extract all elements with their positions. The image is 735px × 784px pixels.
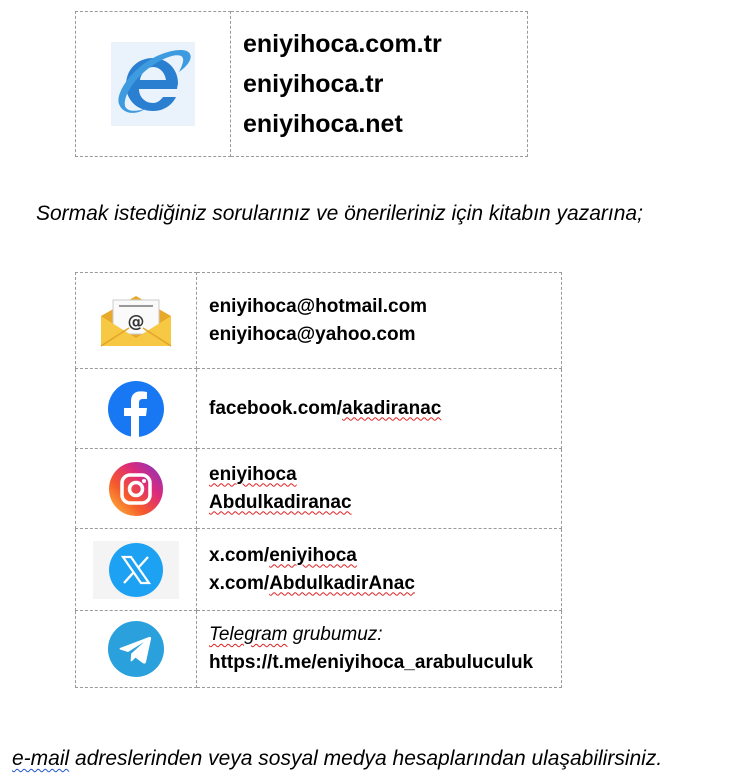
facebook-icon-cell (76, 369, 197, 449)
email-row (76, 273, 562, 369)
instagram-icon-cell (76, 449, 197, 529)
telegram-label (209, 621, 561, 649)
facebook-prefix: facebook.com/ (209, 397, 343, 419)
telegram-cell (197, 611, 562, 688)
website-list (231, 12, 528, 157)
x-prefix: x.com/ (209, 544, 270, 566)
telegram-icon (107, 640, 165, 657)
email-address[interactable]: eniyihoca@hotmail.com (209, 295, 428, 317)
website-link[interactable]: eniyihoca.net (243, 110, 403, 138)
x-accounts (197, 529, 562, 611)
facebook-cell (197, 369, 562, 449)
contacts-table (75, 272, 562, 688)
email-list (197, 273, 562, 369)
x-handle: AbdulkadirAnac (269, 572, 415, 594)
email-icon-cell (76, 273, 197, 369)
closing-rest: adreslerinden veya sosyal medya hesaplarından ulaşabilirsiniz. (69, 747, 663, 770)
facebook-handle: akadiranac (342, 397, 442, 419)
telegram-link[interactable]: https://t.me/eniyihoca_arabuluculuk (209, 652, 534, 673)
website-link[interactable]: eniyihoca.com.tr (243, 30, 442, 58)
x-twitter-icon (93, 561, 179, 578)
instagram-account-text: Abdulkadiranac (209, 491, 352, 513)
telegram-row (76, 611, 562, 688)
instagram-accounts (197, 449, 562, 529)
envelope-icon (99, 311, 173, 332)
instagram-row (76, 449, 562, 529)
internet-explorer-icon (111, 75, 195, 92)
email-address[interactable]: eniyihoca@yahoo.com (209, 323, 416, 345)
x-link[interactable] (209, 570, 561, 598)
browser-icon-cell (76, 12, 231, 157)
instagram-account[interactable] (209, 489, 561, 517)
intro-text: Sormak istediğiniz sorularınız ve önerileriniz için kitabın yazarına; (36, 202, 643, 225)
telegram-label-rest: grubumuz: (287, 624, 383, 645)
x-link[interactable] (209, 542, 561, 570)
x-row (76, 529, 562, 611)
instagram-account-text: eniyihoca (209, 463, 297, 485)
svg-text:@: @ (127, 311, 145, 332)
facebook-icon (107, 400, 165, 417)
website-table (75, 11, 528, 157)
closing-text (12, 747, 662, 771)
x-prefix: x.com/ (209, 572, 270, 594)
facebook-link[interactable] (209, 395, 561, 423)
telegram-label-word: Telegram (209, 624, 288, 645)
closing-first-word: e-mail (12, 747, 70, 770)
website-link[interactable]: eniyihoca.tr (243, 70, 384, 98)
x-icon-cell (76, 529, 197, 611)
x-handle: eniyihoca (269, 544, 357, 566)
instagram-icon (108, 480, 164, 497)
telegram-icon-cell (76, 611, 197, 688)
facebook-row (76, 369, 562, 449)
instagram-account[interactable] (209, 461, 561, 489)
